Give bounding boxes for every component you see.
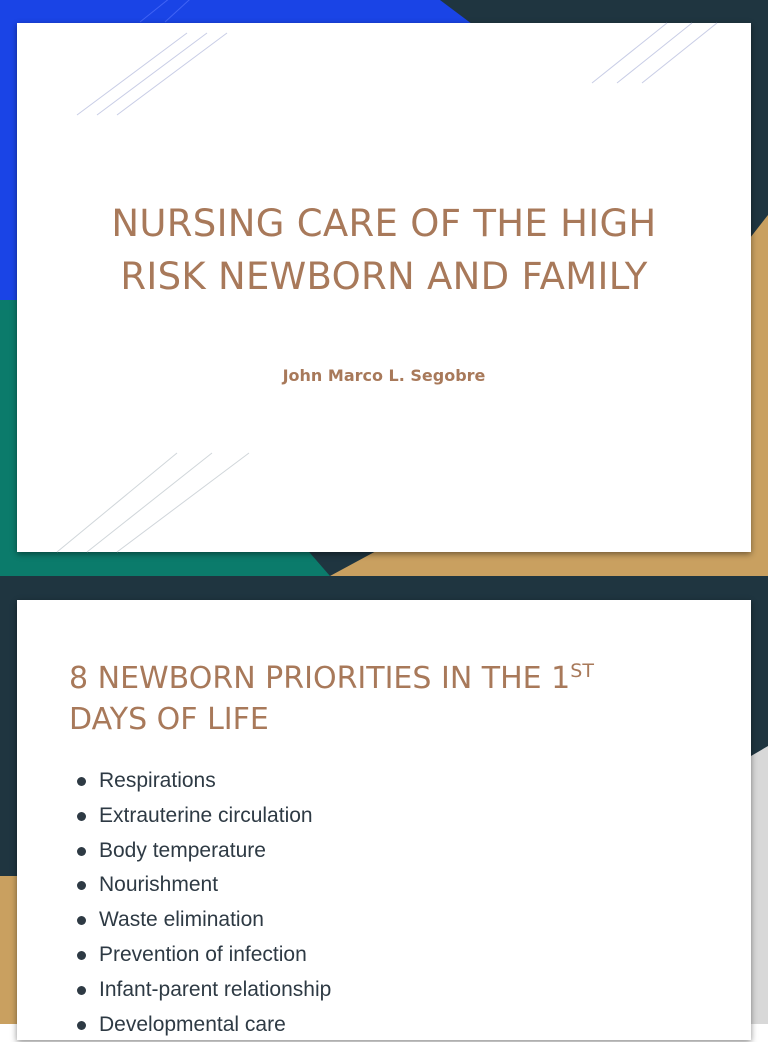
list-item-text: Body temperature (99, 838, 266, 862)
list-item (77, 764, 331, 799)
list-item-text: Prevention of infection (99, 942, 307, 966)
list-item (77, 973, 331, 1008)
list-item (77, 799, 331, 834)
slide-1-title-line-2: RISK NEWBORN AND FAMILY (120, 255, 648, 298)
bullet-icon (77, 951, 86, 960)
slide-2-title-text: 8 NEWBORN PRIORITIES IN THE 1 (69, 661, 571, 696)
slide-2-title (69, 658, 709, 740)
list-item (77, 1008, 331, 1042)
list-item-text: Waste elimination (99, 908, 264, 932)
bullet-icon (77, 777, 86, 786)
slide-1-author: John Marco L. Segobre (282, 366, 486, 385)
priorities-list (77, 764, 331, 1042)
slide-1-title (17, 197, 751, 303)
slide-2-title-line-1 (69, 658, 709, 699)
bullet-icon (77, 1021, 86, 1030)
bullet-icon (77, 881, 86, 890)
list-item-text: Nourishment (99, 873, 219, 897)
bullet-icon (77, 812, 86, 821)
slide-2[interactable] (0, 576, 768, 1036)
list-item-text: Developmental care (99, 1012, 286, 1036)
list-item (77, 868, 331, 903)
slide-2-title-superscript: ST (570, 660, 594, 682)
bullet-icon (77, 916, 86, 925)
list-item (77, 903, 331, 938)
list-item (77, 834, 331, 869)
content-slide-card (17, 600, 751, 1040)
list-item (77, 938, 331, 973)
bullet-icon (77, 847, 86, 856)
slide-1-title-line-1: NURSING CARE OF THE HIGH (111, 202, 657, 245)
title-slide-card (17, 23, 751, 552)
list-item-text: Respirations (99, 769, 216, 792)
slide-2-title-line-2: DAYS OF LIFE (69, 702, 269, 737)
list-item-text: Infant-parent relationship (99, 977, 332, 1001)
bullet-icon (77, 986, 86, 995)
list-item-text: Extrauterine circulation (99, 803, 313, 827)
